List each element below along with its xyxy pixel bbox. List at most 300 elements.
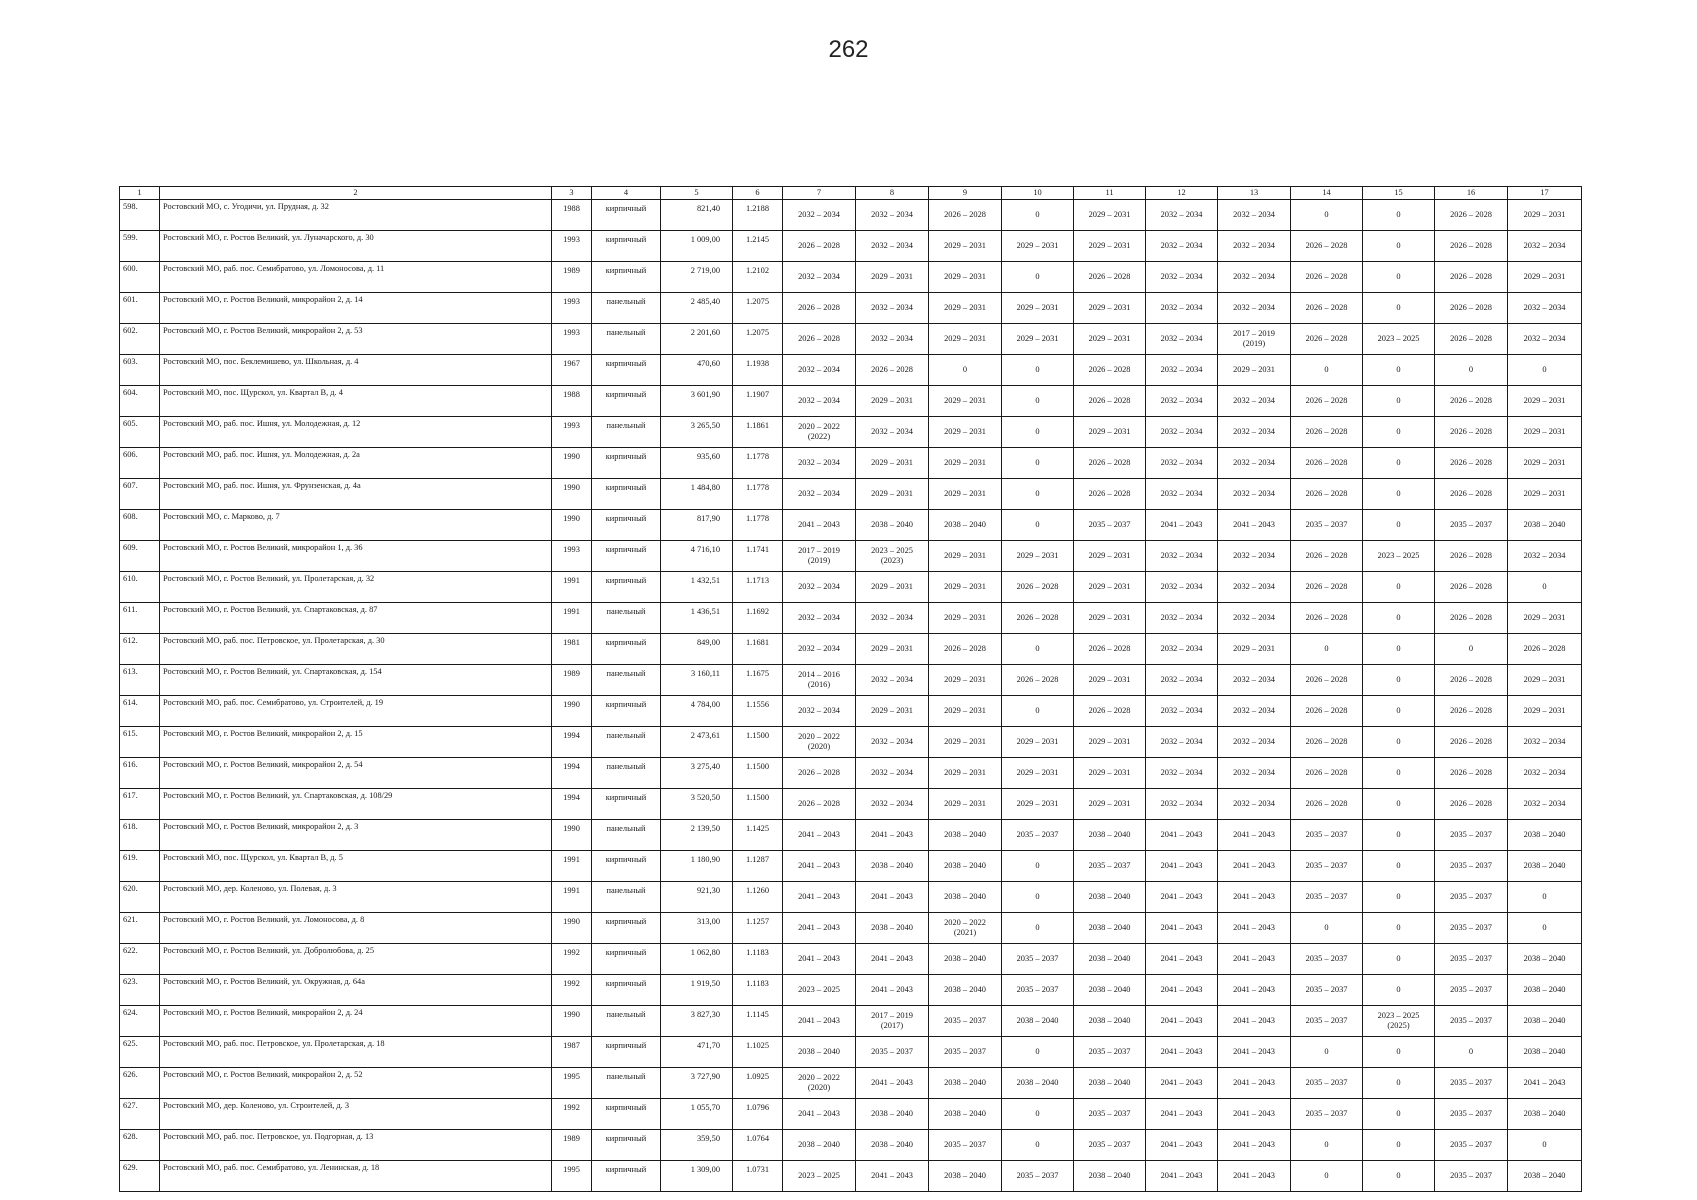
period-15-cell: 0 <box>1363 448 1435 479</box>
period-10-cell: 2035 – 2037 <box>1002 1161 1074 1192</box>
period-13-cell: 2041 – 2043 <box>1218 1099 1291 1130</box>
period-16-cell: 2035 – 2037 <box>1435 1161 1508 1192</box>
period-16-cell: 2026 – 2028 <box>1435 603 1508 634</box>
period-9-cell: 2038 – 2040 <box>929 851 1002 882</box>
period-17-cell: 2038 – 2040 <box>1508 820 1582 851</box>
period-14-cell: 0 <box>1291 1161 1363 1192</box>
period-12-cell: 2032 – 2034 <box>1146 479 1218 510</box>
period-14-cell: 2026 – 2028 <box>1291 262 1363 293</box>
period-16-cell: 2026 – 2028 <box>1435 293 1508 324</box>
table-row <box>120 386 1582 417</box>
wall-material-cell: кирпичный <box>592 1130 661 1161</box>
period-9-cell: 2029 – 2031 <box>929 789 1002 820</box>
table-row <box>120 355 1582 386</box>
period-16-cell: 2035 – 2037 <box>1435 882 1508 913</box>
period-12-cell: 2032 – 2034 <box>1146 541 1218 572</box>
address-cell: Ростовский МО, г. Ростов Великий, ул. Ломоносова, д. 8 <box>160 913 552 944</box>
coefficient-cell: 1.1025 <box>733 1037 783 1068</box>
period-8-cell: 2038 – 2040 <box>856 1130 929 1161</box>
period-14-cell: 2026 – 2028 <box>1291 386 1363 417</box>
period-14-cell: 2026 – 2028 <box>1291 479 1363 510</box>
wall-material-cell: кирпичный <box>592 355 661 386</box>
period-10-cell: 0 <box>1002 913 1074 944</box>
address-cell: Ростовский МО, г. Ростов Великий, микрорайон 2, д. 53 <box>160 324 552 355</box>
period-12-cell: 2032 – 2034 <box>1146 634 1218 665</box>
build-year-cell: 1991 <box>552 851 592 882</box>
period-13-cell: 2032 – 2034 <box>1218 417 1291 448</box>
address-cell: Ростовский МО, г. Ростов Великий, микрорайон 2, д. 52 <box>160 1068 552 1099</box>
period-14-cell: 2026 – 2028 <box>1291 665 1363 696</box>
period-8-cell: 2041 – 2043 <box>856 1161 929 1192</box>
period-13-cell: 2041 – 2043 <box>1218 1037 1291 1068</box>
build-year-cell: 1994 <box>552 758 592 789</box>
period-17-cell: 0 <box>1508 882 1582 913</box>
coefficient-cell: 1.1257 <box>733 913 783 944</box>
period-17-cell: 2032 – 2034 <box>1508 758 1582 789</box>
period-16-cell: 2026 – 2028 <box>1435 231 1508 262</box>
period-8-cell: 2032 – 2034 <box>856 789 929 820</box>
address-cell: Ростовский МО, г. Ростов Великий, микрорайон 2, д. 54 <box>160 758 552 789</box>
period-8-cell: 2023 – 2025 (2023) <box>856 541 929 572</box>
period-15-cell: 0 <box>1363 1130 1435 1161</box>
coefficient-cell: 1.1287 <box>733 851 783 882</box>
period-7-cell: 2032 – 2034 <box>783 696 856 727</box>
coefficient-cell: 1.2188 <box>733 200 783 231</box>
period-7-cell: 2026 – 2028 <box>783 758 856 789</box>
address-cell: Ростовский МО, г. Ростов Великий, ул. Луначарского, д. 30 <box>160 231 552 262</box>
total-area-cell: 1 919,50 <box>661 975 733 1006</box>
period-12-cell: 2032 – 2034 <box>1146 665 1218 696</box>
row-number-cell: 614. <box>120 696 160 727</box>
period-13-cell: 2032 – 2034 <box>1218 293 1291 324</box>
period-9-cell: 2029 – 2031 <box>929 479 1002 510</box>
period-10-cell: 0 <box>1002 448 1074 479</box>
build-year-cell: 1990 <box>552 1006 592 1037</box>
coefficient-cell: 1.2075 <box>733 324 783 355</box>
coefficient-cell: 1.1260 <box>733 882 783 913</box>
wall-material-cell: кирпичный <box>592 262 661 293</box>
period-8-cell: 2017 – 2019 (2017) <box>856 1006 929 1037</box>
wall-material-cell: панельный <box>592 1068 661 1099</box>
period-8-cell: 2032 – 2034 <box>856 417 929 448</box>
period-8-cell: 2032 – 2034 <box>856 665 929 696</box>
period-7-cell: 2020 – 2022 (2020) <box>783 727 856 758</box>
row-number-cell: 608. <box>120 510 160 541</box>
period-13-cell: 2041 – 2043 <box>1218 1161 1291 1192</box>
period-15-cell: 0 <box>1363 417 1435 448</box>
wall-material-cell: панельный <box>592 293 661 324</box>
period-11-cell: 2026 – 2028 <box>1074 634 1146 665</box>
build-year-cell: 1991 <box>552 603 592 634</box>
build-year-cell: 1988 <box>552 386 592 417</box>
build-year-cell: 1989 <box>552 1130 592 1161</box>
period-7-cell: 2041 – 2043 <box>783 882 856 913</box>
coefficient-cell: 1.1681 <box>733 634 783 665</box>
build-year-cell: 1990 <box>552 510 592 541</box>
period-15-cell: 0 <box>1363 479 1435 510</box>
build-year-cell: 1981 <box>552 634 592 665</box>
period-14-cell: 2035 – 2037 <box>1291 944 1363 975</box>
coefficient-cell: 1.1675 <box>733 665 783 696</box>
period-17-cell: 2029 – 2031 <box>1508 696 1582 727</box>
period-11-cell: 2038 – 2040 <box>1074 944 1146 975</box>
period-7-cell: 2041 – 2043 <box>783 944 856 975</box>
build-year-cell: 1994 <box>552 789 592 820</box>
period-9-cell: 2029 – 2031 <box>929 696 1002 727</box>
total-area-cell: 1 432,51 <box>661 572 733 603</box>
period-9-cell: 2035 – 2037 <box>929 1037 1002 1068</box>
period-15-cell: 0 <box>1363 386 1435 417</box>
row-number-cell: 601. <box>120 293 160 324</box>
period-13-cell: 2041 – 2043 <box>1218 851 1291 882</box>
period-12-cell: 2041 – 2043 <box>1146 1068 1218 1099</box>
row-number-cell: 628. <box>120 1130 160 1161</box>
period-10-cell: 0 <box>1002 200 1074 231</box>
wall-material-cell: кирпичный <box>592 1037 661 1068</box>
build-year-cell: 1987 <box>552 1037 592 1068</box>
period-17-cell: 2032 – 2034 <box>1508 231 1582 262</box>
period-10-cell: 0 <box>1002 882 1074 913</box>
period-13-cell: 2017 – 2019 (2019) <box>1218 324 1291 355</box>
row-number-cell: 627. <box>120 1099 160 1130</box>
period-17-cell: 0 <box>1508 572 1582 603</box>
period-17-cell: 2041 – 2043 <box>1508 1068 1582 1099</box>
period-17-cell: 2038 – 2040 <box>1508 1037 1582 1068</box>
period-8-cell: 2029 – 2031 <box>856 448 929 479</box>
address-cell: Ростовский МО, раб. пос. Ишня, ул. Молодежная, д. 2а <box>160 448 552 479</box>
period-14-cell: 0 <box>1291 200 1363 231</box>
period-9-cell: 2026 – 2028 <box>929 200 1002 231</box>
coefficient-cell: 1.1778 <box>733 448 783 479</box>
row-number-cell: 609. <box>120 541 160 572</box>
column-header: 11 <box>1074 187 1146 200</box>
period-17-cell: 2032 – 2034 <box>1508 789 1582 820</box>
period-15-cell: 0 <box>1363 758 1435 789</box>
row-number-cell: 615. <box>120 727 160 758</box>
period-10-cell: 2035 – 2037 <box>1002 975 1074 1006</box>
address-cell: Ростовский МО, с. Угодичи, ул. Прудная, д. 32 <box>160 200 552 231</box>
wall-material-cell: панельный <box>592 665 661 696</box>
wall-material-cell: панельный <box>592 1006 661 1037</box>
period-10-cell: 2029 – 2031 <box>1002 324 1074 355</box>
period-14-cell: 2026 – 2028 <box>1291 572 1363 603</box>
row-number-cell: 616. <box>120 758 160 789</box>
period-16-cell: 2026 – 2028 <box>1435 479 1508 510</box>
period-17-cell: 2032 – 2034 <box>1508 324 1582 355</box>
period-15-cell: 0 <box>1363 1161 1435 1192</box>
total-area-cell: 3 275,40 <box>661 758 733 789</box>
table-row <box>120 1068 1582 1099</box>
period-17-cell: 0 <box>1508 913 1582 944</box>
period-16-cell: 2035 – 2037 <box>1435 1006 1508 1037</box>
period-11-cell: 2029 – 2031 <box>1074 231 1146 262</box>
total-area-cell: 2 719,00 <box>661 262 733 293</box>
coefficient-cell: 1.0731 <box>733 1161 783 1192</box>
period-12-cell: 2032 – 2034 <box>1146 293 1218 324</box>
period-13-cell: 2032 – 2034 <box>1218 386 1291 417</box>
period-12-cell: 2032 – 2034 <box>1146 231 1218 262</box>
table-row <box>120 696 1582 727</box>
period-11-cell: 2029 – 2031 <box>1074 572 1146 603</box>
period-16-cell: 2035 – 2037 <box>1435 1068 1508 1099</box>
period-14-cell: 2026 – 2028 <box>1291 324 1363 355</box>
address-cell: Ростовский МО, г. Ростов Великий, микрорайон 2, д. 24 <box>160 1006 552 1037</box>
coefficient-cell: 1.1861 <box>733 417 783 448</box>
period-16-cell: 2035 – 2037 <box>1435 851 1508 882</box>
period-8-cell: 2038 – 2040 <box>856 913 929 944</box>
table-row <box>120 758 1582 789</box>
period-16-cell: 2026 – 2028 <box>1435 324 1508 355</box>
wall-material-cell: кирпичный <box>592 696 661 727</box>
address-cell: Ростовский МО, дер. Коленово, ул. Полевая, д. 3 <box>160 882 552 913</box>
table-row <box>120 789 1582 820</box>
table-row <box>120 293 1582 324</box>
period-15-cell: 0 <box>1363 231 1435 262</box>
period-11-cell: 2038 – 2040 <box>1074 1068 1146 1099</box>
total-area-cell: 1 180,90 <box>661 851 733 882</box>
period-8-cell: 2029 – 2031 <box>856 479 929 510</box>
period-11-cell: 2026 – 2028 <box>1074 696 1146 727</box>
period-11-cell: 2038 – 2040 <box>1074 820 1146 851</box>
coefficient-cell: 1.1183 <box>733 975 783 1006</box>
period-12-cell: 2032 – 2034 <box>1146 417 1218 448</box>
period-12-cell: 2032 – 2034 <box>1146 572 1218 603</box>
build-year-cell: 1992 <box>552 944 592 975</box>
coefficient-cell: 1.1938 <box>733 355 783 386</box>
period-13-cell: 2032 – 2034 <box>1218 541 1291 572</box>
period-9-cell: 2029 – 2031 <box>929 727 1002 758</box>
period-13-cell: 2041 – 2043 <box>1218 510 1291 541</box>
column-header: 10 <box>1002 187 1074 200</box>
period-11-cell: 2026 – 2028 <box>1074 355 1146 386</box>
period-17-cell: 2029 – 2031 <box>1508 665 1582 696</box>
total-area-cell: 470,60 <box>661 355 733 386</box>
period-7-cell: 2026 – 2028 <box>783 293 856 324</box>
wall-material-cell: панельный <box>592 820 661 851</box>
address-cell: Ростовский МО, г. Ростов Великий, ул. Спартаковская, д. 87 <box>160 603 552 634</box>
build-year-cell: 1993 <box>552 324 592 355</box>
address-cell: Ростовский МО, раб. пос. Семибратово, ул. Строителей, д. 19 <box>160 696 552 727</box>
period-7-cell: 2038 – 2040 <box>783 1130 856 1161</box>
period-17-cell: 0 <box>1508 355 1582 386</box>
period-15-cell: 0 <box>1363 603 1435 634</box>
wall-material-cell: панельный <box>592 758 661 789</box>
period-9-cell: 2029 – 2031 <box>929 262 1002 293</box>
period-8-cell: 2038 – 2040 <box>856 1099 929 1130</box>
wall-material-cell: кирпичный <box>592 944 661 975</box>
coefficient-cell: 1.1145 <box>733 1006 783 1037</box>
period-12-cell: 2032 – 2034 <box>1146 727 1218 758</box>
period-10-cell: 2029 – 2031 <box>1002 293 1074 324</box>
period-9-cell: 2029 – 2031 <box>929 665 1002 696</box>
period-7-cell: 2020 – 2022 (2022) <box>783 417 856 448</box>
column-header: 8 <box>856 187 929 200</box>
period-13-cell: 2032 – 2034 <box>1218 572 1291 603</box>
period-7-cell: 2032 – 2034 <box>783 603 856 634</box>
period-11-cell: 2029 – 2031 <box>1074 727 1146 758</box>
period-7-cell: 2026 – 2028 <box>783 324 856 355</box>
period-13-cell: 2032 – 2034 <box>1218 262 1291 293</box>
period-13-cell: 2032 – 2034 <box>1218 479 1291 510</box>
period-16-cell: 0 <box>1435 355 1508 386</box>
total-area-cell: 3 827,30 <box>661 1006 733 1037</box>
coefficient-cell: 1.1907 <box>733 386 783 417</box>
period-7-cell: 2014 – 2016 (2016) <box>783 665 856 696</box>
period-12-cell: 2041 – 2043 <box>1146 1099 1218 1130</box>
period-14-cell: 2026 – 2028 <box>1291 448 1363 479</box>
period-14-cell: 2035 – 2037 <box>1291 1006 1363 1037</box>
period-10-cell: 0 <box>1002 417 1074 448</box>
period-9-cell: 2035 – 2037 <box>929 1006 1002 1037</box>
row-number-cell: 624. <box>120 1006 160 1037</box>
row-number-cell: 604. <box>120 386 160 417</box>
period-8-cell: 2041 – 2043 <box>856 944 929 975</box>
coefficient-cell: 1.1556 <box>733 696 783 727</box>
period-9-cell: 2029 – 2031 <box>929 758 1002 789</box>
period-13-cell: 2041 – 2043 <box>1218 882 1291 913</box>
period-8-cell: 2032 – 2034 <box>856 727 929 758</box>
period-9-cell: 2038 – 2040 <box>929 975 1002 1006</box>
period-15-cell: 0 <box>1363 820 1435 851</box>
coefficient-cell: 1.1425 <box>733 820 783 851</box>
period-15-cell: 0 <box>1363 510 1435 541</box>
period-15-cell: 0 <box>1363 665 1435 696</box>
wall-material-cell: кирпичный <box>592 913 661 944</box>
period-17-cell: 2038 – 2040 <box>1508 1006 1582 1037</box>
period-17-cell: 2029 – 2031 <box>1508 262 1582 293</box>
total-area-cell: 4 716,10 <box>661 541 733 572</box>
column-header: 5 <box>661 187 733 200</box>
period-13-cell: 2032 – 2034 <box>1218 696 1291 727</box>
period-16-cell: 2035 – 2037 <box>1435 820 1508 851</box>
period-11-cell: 2038 – 2040 <box>1074 913 1146 944</box>
period-13-cell: 2029 – 2031 <box>1218 355 1291 386</box>
period-9-cell: 2029 – 2031 <box>929 448 1002 479</box>
row-number-cell: 607. <box>120 479 160 510</box>
period-11-cell: 2029 – 2031 <box>1074 789 1146 820</box>
period-14-cell: 0 <box>1291 1130 1363 1161</box>
period-16-cell: 2026 – 2028 <box>1435 448 1508 479</box>
build-year-cell: 1989 <box>552 665 592 696</box>
period-14-cell: 2026 – 2028 <box>1291 696 1363 727</box>
build-year-cell: 1995 <box>552 1068 592 1099</box>
period-11-cell: 2038 – 2040 <box>1074 1161 1146 1192</box>
period-11-cell: 2029 – 2031 <box>1074 758 1146 789</box>
build-year-cell: 1991 <box>552 882 592 913</box>
wall-material-cell: кирпичный <box>592 789 661 820</box>
period-7-cell: 2032 – 2034 <box>783 355 856 386</box>
period-8-cell: 2032 – 2034 <box>856 324 929 355</box>
column-header: 3 <box>552 187 592 200</box>
period-15-cell: 0 <box>1363 975 1435 1006</box>
period-10-cell: 0 <box>1002 696 1074 727</box>
coefficient-cell: 1.0925 <box>733 1068 783 1099</box>
period-10-cell: 2035 – 2037 <box>1002 820 1074 851</box>
period-17-cell: 2038 – 2040 <box>1508 944 1582 975</box>
period-9-cell: 2029 – 2031 <box>929 417 1002 448</box>
address-cell: Ростовский МО, г. Ростов Великий, микрорайон 2, д. 3 <box>160 820 552 851</box>
period-10-cell: 0 <box>1002 262 1074 293</box>
period-17-cell: 2029 – 2031 <box>1508 448 1582 479</box>
period-11-cell: 2035 – 2037 <box>1074 510 1146 541</box>
period-16-cell: 2026 – 2028 <box>1435 200 1508 231</box>
period-17-cell: 2038 – 2040 <box>1508 1161 1582 1192</box>
row-number-cell: 613. <box>120 665 160 696</box>
period-14-cell: 2035 – 2037 <box>1291 1099 1363 1130</box>
address-cell: Ростовский МО, раб. пос. Ишня, ул. Фрунзенская, д. 4а <box>160 479 552 510</box>
period-15-cell: 0 <box>1363 727 1435 758</box>
period-16-cell: 0 <box>1435 1037 1508 1068</box>
build-year-cell: 1990 <box>552 913 592 944</box>
period-7-cell: 2041 – 2043 <box>783 820 856 851</box>
period-17-cell: 2038 – 2040 <box>1508 510 1582 541</box>
total-area-cell: 1 484,80 <box>661 479 733 510</box>
total-area-cell: 2 139,50 <box>661 820 733 851</box>
period-14-cell: 0 <box>1291 355 1363 386</box>
period-16-cell: 2026 – 2028 <box>1435 789 1508 820</box>
period-13-cell: 2032 – 2034 <box>1218 200 1291 231</box>
period-17-cell: 2029 – 2031 <box>1508 417 1582 448</box>
period-11-cell: 2029 – 2031 <box>1074 200 1146 231</box>
period-11-cell: 2038 – 2040 <box>1074 975 1146 1006</box>
column-header: 6 <box>733 187 783 200</box>
period-16-cell: 2035 – 2037 <box>1435 1099 1508 1130</box>
period-15-cell: 0 <box>1363 696 1435 727</box>
table-row <box>120 634 1582 665</box>
table-row <box>120 665 1582 696</box>
period-10-cell: 2029 – 2031 <box>1002 231 1074 262</box>
period-11-cell: 2026 – 2028 <box>1074 479 1146 510</box>
period-10-cell: 0 <box>1002 355 1074 386</box>
address-cell: Ростовский МО, раб. пос. Петровское, ул. Подгорная, д. 13 <box>160 1130 552 1161</box>
coefficient-cell: 1.1500 <box>733 727 783 758</box>
period-17-cell: 0 <box>1508 1130 1582 1161</box>
wall-material-cell: панельный <box>592 324 661 355</box>
column-header: 12 <box>1146 187 1218 200</box>
period-15-cell: 0 <box>1363 355 1435 386</box>
table-body <box>120 200 1582 1192</box>
period-8-cell: 2035 – 2037 <box>856 1037 929 1068</box>
period-12-cell: 2041 – 2043 <box>1146 975 1218 1006</box>
period-12-cell: 2041 – 2043 <box>1146 851 1218 882</box>
period-12-cell: 2032 – 2034 <box>1146 696 1218 727</box>
period-13-cell: 2032 – 2034 <box>1218 231 1291 262</box>
column-header: 4 <box>592 187 661 200</box>
period-13-cell: 2032 – 2034 <box>1218 789 1291 820</box>
period-12-cell: 2041 – 2043 <box>1146 1130 1218 1161</box>
period-17-cell: 2038 – 2040 <box>1508 851 1582 882</box>
coefficient-cell: 1.2075 <box>733 293 783 324</box>
period-15-cell: 0 <box>1363 944 1435 975</box>
coefficient-cell: 1.1500 <box>733 758 783 789</box>
total-area-cell: 313,00 <box>661 913 733 944</box>
period-9-cell: 2029 – 2031 <box>929 231 1002 262</box>
wall-material-cell: кирпичный <box>592 851 661 882</box>
address-cell: Ростовский МО, раб. пос. Ишня, ул. Молодежная, д. 12 <box>160 417 552 448</box>
table-row <box>120 1130 1582 1161</box>
address-cell: Ростовский МО, пос. Беклемишево, ул. Школьная, д. 4 <box>160 355 552 386</box>
row-number-cell: 619. <box>120 851 160 882</box>
address-cell: Ростовский МО, г. Ростов Великий, ул. Спартаковская, д. 154 <box>160 665 552 696</box>
row-number-cell: 620. <box>120 882 160 913</box>
period-10-cell: 2029 – 2031 <box>1002 727 1074 758</box>
row-number-cell: 625. <box>120 1037 160 1068</box>
period-7-cell: 2032 – 2034 <box>783 479 856 510</box>
period-10-cell: 2038 – 2040 <box>1002 1068 1074 1099</box>
period-11-cell: 2029 – 2031 <box>1074 417 1146 448</box>
period-13-cell: 2041 – 2043 <box>1218 975 1291 1006</box>
period-13-cell: 2032 – 2034 <box>1218 665 1291 696</box>
